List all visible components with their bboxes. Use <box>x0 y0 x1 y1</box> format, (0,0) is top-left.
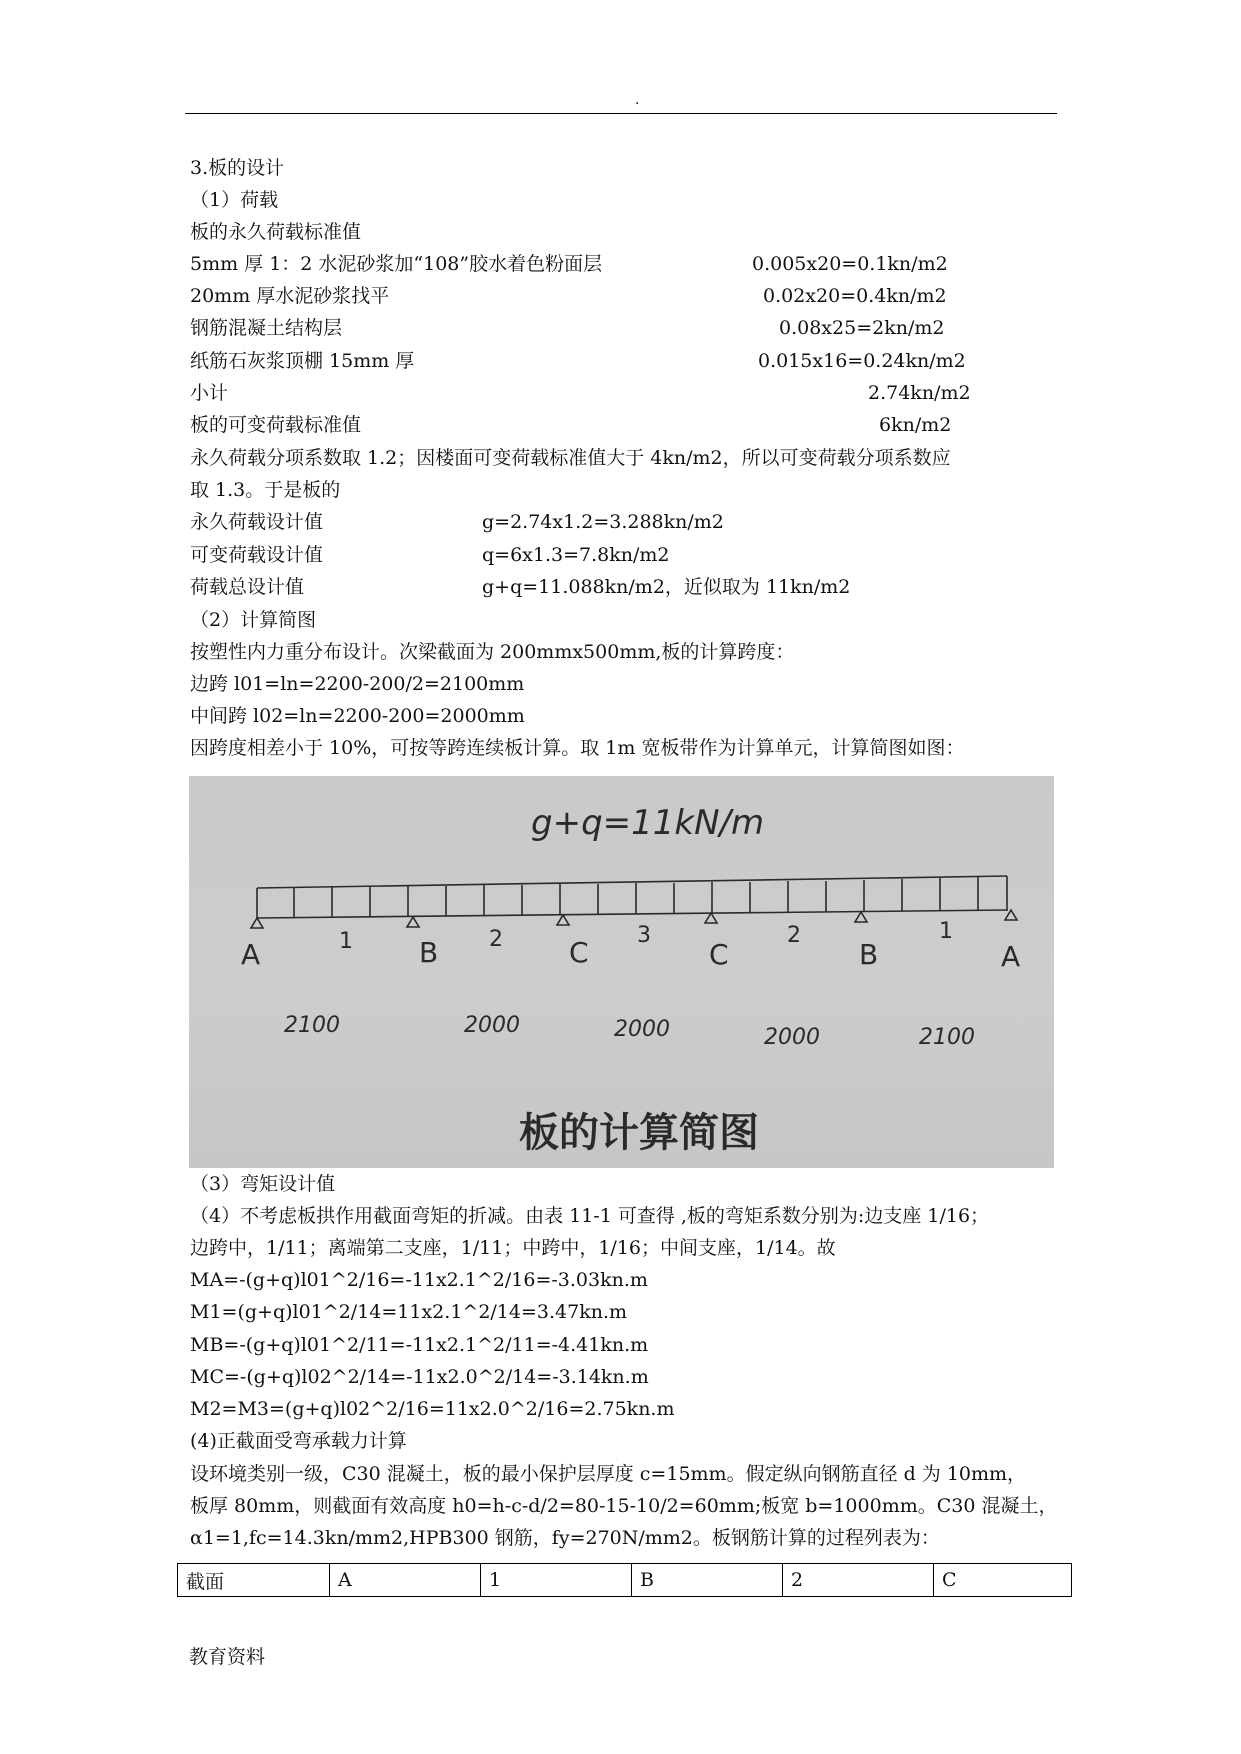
text-line: 取 1.3。于是板的 <box>190 479 341 501</box>
text-line: 板的永久荷载标准值 <box>190 221 362 243</box>
value-text: 0.005x20=0.1kn/m2 <box>752 253 948 275</box>
formula-line: MB=-(g+q)l01^2/11=-11x2.1^2/11=-4.41kn.m <box>190 1334 649 1356</box>
support-label: A <box>241 938 261 971</box>
formula-line: MC=-(g+q)l02^2/14=-11x2.0^2/14=-3.14kn.m <box>190 1366 649 1388</box>
span-length: 2100 <box>284 1013 340 1038</box>
value-text: g=2.74x1.2=3.288kn/m2 <box>482 511 724 533</box>
value-text: g+q=11.088kn/m2，近似取为 11kn/m2 <box>482 576 851 598</box>
table-header-cell: A <box>330 1564 481 1597</box>
value-text: 6kn/m2 <box>879 414 952 436</box>
text-line: 板的可变荷载标准值 <box>190 414 362 436</box>
span-label: 1 <box>939 919 953 944</box>
support-label: A <box>1001 940 1021 973</box>
text-line: 边跨中，1/11；离端第二支座，1/11；中跨中，1/16；中间支座，1/14。故 <box>190 1237 836 1259</box>
text-line: 小计 <box>190 382 229 404</box>
steel-calc-table <box>177 1563 1072 1597</box>
footer-text: 教育资料 <box>189 1646 266 1668</box>
formula-line: M1=(g+q)l01^2/14=11x2.1^2/14=3.47kn.m <box>190 1301 628 1323</box>
support-label: B <box>419 936 439 969</box>
beam-sketch-photo <box>189 776 1054 1168</box>
sketch-caption: 板的计算简图 <box>519 1110 759 1156</box>
table-header-cell: 1 <box>481 1564 632 1597</box>
text-line: 按塑性内力重分布设计。次梁截面为 200mmx500mm,板的计算跨度： <box>190 641 795 663</box>
load-top-line <box>257 876 1007 888</box>
text-line: 设环境类别一级，C30 混凝土，板的最小保护层厚度 c=15mm。假定纵向钢筋直径 d 为 10mm， <box>190 1463 1027 1485</box>
text-line: 钢筋混凝土结构层 <box>190 317 343 339</box>
span-label: 2 <box>489 927 503 952</box>
formula-line: M2=M3=(g+q)l02^2/16=11x2.0^2/16=2.75kn.m <box>190 1398 675 1420</box>
subsection-moment: （3）弯矩设计值 <box>190 1173 336 1195</box>
span-length: 2000 <box>614 1017 670 1042</box>
header-mark: . <box>635 92 640 108</box>
span-label: 1 <box>339 929 353 954</box>
table-header-cell: C <box>934 1564 1072 1597</box>
text-line: 荷载总设计值 <box>190 576 305 598</box>
text-line: 永久荷载设计值 <box>190 511 324 533</box>
text-line: α1=1,fc=14.3kn/mm2,HPB300 钢筋，fy=270N/mm2。板钢筋计算的过程列表为： <box>190 1527 940 1549</box>
text-line: 5mm 厚 1：2 水泥砂浆加“108”胶水着色粉面层 <box>190 253 603 275</box>
value-text: 2.74kn/m2 <box>868 382 971 404</box>
text-line: 因跨度相差小于 10%，可按等跨连续板计算。取 1m 宽板带作为计算单元，计算简图如图： <box>190 737 965 759</box>
support-label: C <box>709 938 729 971</box>
subsection-load: （1）荷载 <box>190 189 279 211</box>
support-label: B <box>859 938 879 971</box>
text-line: 20mm 厚水泥砂浆找平 <box>190 285 390 307</box>
value-text: 0.015x16=0.24kn/m2 <box>758 350 966 372</box>
text-line: 可变荷载设计值 <box>190 544 324 566</box>
text-line: 中间跨 l02=ln=2200-200=2000mm <box>190 705 525 727</box>
span-length: 2100 <box>919 1025 975 1050</box>
table-header-row <box>178 1564 1072 1597</box>
value-text: q=6x1.3=7.8kn/m2 <box>482 544 670 566</box>
text-line: 边跨 l01=ln=2200-200/2=2100mm <box>190 673 525 695</box>
value-text: 0.08x25=2kn/m2 <box>779 317 945 339</box>
formula-line: MA=-(g+q)l01^2/16=-11x2.1^2/16=-3.03kn.m <box>190 1269 648 1291</box>
header-rule <box>185 113 1057 114</box>
table-header-cell: B <box>632 1564 783 1597</box>
subsection-capacity: (4)正截面受弯承载力计算 <box>190 1430 407 1452</box>
support-label: C <box>569 936 589 969</box>
subsection-diagram: （2）计算简图 <box>190 609 317 631</box>
value-text: 0.02x20=0.4kn/m2 <box>763 285 947 307</box>
table-header-cell: 2 <box>783 1564 934 1597</box>
span-length: 2000 <box>764 1025 820 1050</box>
text-line: （4）不考虑板拱作用截面弯矩的折减。由表 11-1 可查得 ,板的弯矩系数分别为:边支座 1/16； <box>190 1205 990 1227</box>
span-label: 3 <box>637 923 651 948</box>
span-label: 2 <box>787 923 801 948</box>
text-line: 纸筋石灰浆顶棚 15mm 厚 <box>190 350 415 372</box>
load-label: g+q=11kN/m <box>531 803 765 843</box>
support-triangles <box>251 910 1017 928</box>
span-length: 2000 <box>464 1013 520 1038</box>
text-line: 永久荷载分项系数取 1.2；因楼面可变荷载标准值大于 4kn/m2，所以可变荷载分项系数应 <box>190 447 951 469</box>
table-header-cell: 截面 <box>178 1564 330 1597</box>
section-title: 3.板的设计 <box>190 157 285 179</box>
text-line: 板厚 80mm，则截面有效高度 h0=h-c-d/2=80-15-10/2=60mm;板宽 b=1000mm。C30 混凝土， <box>190 1495 1058 1517</box>
